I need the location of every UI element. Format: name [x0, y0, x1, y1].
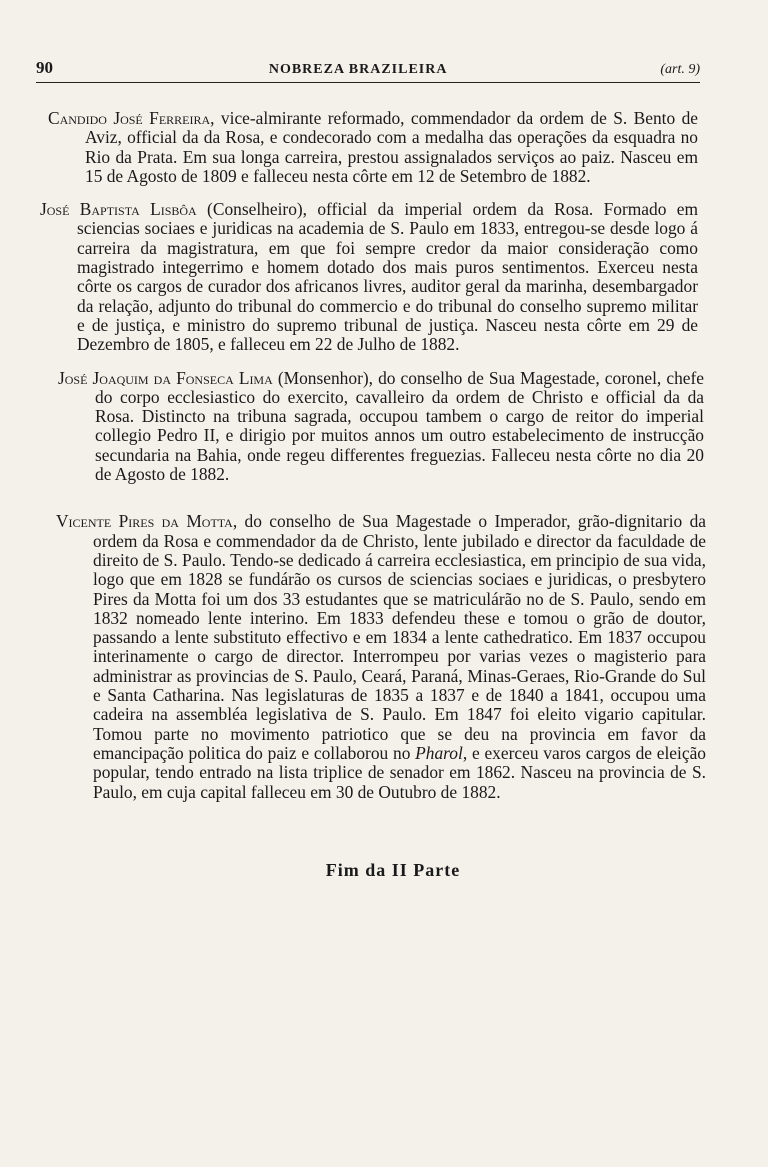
page-number: 90	[36, 58, 53, 77]
entry-text: vice-almirante reformado, commendador da ordem de S. Bento de Aviz, official da da Rosa, e condecorado com a medalha das operações da esquadra no Rio da Prata. Em sua longa carreira, prestou assignalados serviços ao paiz. Nasceu em 15 de Agosto de 1809 e falleceu nesta côrte em 12 de Setembro de 1882.	[85, 108, 698, 186]
entry-jose-joaquim-da-fonseca-lima	[58, 369, 704, 485]
entry-vicente-pires-da-motta	[56, 512, 706, 801]
entry-italic-title: Pharol	[415, 742, 463, 763]
entry-name: José Joaquim da Fonseca Lima	[58, 367, 273, 388]
entry-text: (Monsenhor), do conselho de Sua Magestade, coronel, chefe do corpo ecclesiastico do exercito, cavalleiro da ordem de Christo e official da da Rosa. Distincto na tribuna sagrada, occupou tambem o cargo de reitor do imperial collegio Pedro II, e dirigio por muitos annos um outro estabelecimento de instrucção secundaria na Bahia, onde regeu differentes freguezias. Falleceu nesta côrte no dia 20 de Agosto de 1882.	[95, 367, 704, 485]
section-reference: (art. 9)	[660, 62, 700, 77]
entry-text: (Conselheiro), official da imperial ordem da Rosa. Formado em sciencias sociaes e juridicas na academia de S. Paulo em 1833, entregou-se desde logo á carreira da magistratura, em que foi sempre credor da maior consideração como magistrado integerrimo e homem dotado dos mais puros sentimentos. Exerceu nesta côrte os cargos de curador dos africanos livres, auditor geral da marinha, desembargador da relação, adjunto do tribunal do commercio e do tribunal do conselho supremo militar e de justiça, e ministro do supremo tribunal de justiça. Nasceu nesta côrte em 29 de Dezembro de 1805, e falleceu em 22 de Julho de 1882.	[77, 199, 698, 355]
entry-text-continued: , e exerceu varos cargos de eleição popular, tendo entrado na lista triplice de senador em 1862. Nasceu na provincia de S. Paulo, em cuja capital falleceu em 30 de Outubro de 1882.	[93, 742, 706, 802]
entry-name: José Baptista Lisbôa	[40, 199, 197, 220]
part-closing: Fim da II Parte	[325, 859, 461, 880]
entry-text: do conselho de Sua Magestade o Imperador, grão-dignitario da ordem da Rosa e commendador da de Christo, lente jubilado e director da faculdade de direito de S. Paulo. Tendo-se dedicado á carreira ecclesiastica, em principio de sua vida, logo que em 1828 se fundárão os cursos de sciencias sociaes e juridicas, o presbytero Pires da Motta foi um dos 33 estudantes que se matriculárão no de S. Paulo, sendo em 1832 nomeado lente interino. Em 1833 defendeu these e tomou o grão de doutor, passando a lente substituto effectivo e em 1834 a lente cathedratico. Em 1837 occupou interinamente o cargo de director. Interrompeu por varias vezes o magisterio para administrar as provincias de S. Paulo, Ceará, Paraná, Minas-Geraes, Rio-Grande do Sul e Santa Catharina. Nas legislaturas de 1835 a 1837 e de 1840 a 1841, occupou uma cadeira na assembléa legislativa de S. Paulo. Em 1847 foi eleito vigario capitular. Tomou parte no movimento patriotico que se deu na provincia em favor da emancipação politica do paiz e collaborou no	[93, 511, 706, 763]
entry-candido-jose-ferreira	[48, 109, 698, 186]
running-header	[36, 58, 700, 83]
entry-name: Candido José Ferreira,	[48, 108, 215, 128]
entry-jose-baptista-lisboa	[40, 200, 698, 354]
running-title: NOBREZA BRAZILEIRA	[268, 62, 448, 77]
entry-name: Vicente Pires da Motta,	[56, 511, 238, 532]
